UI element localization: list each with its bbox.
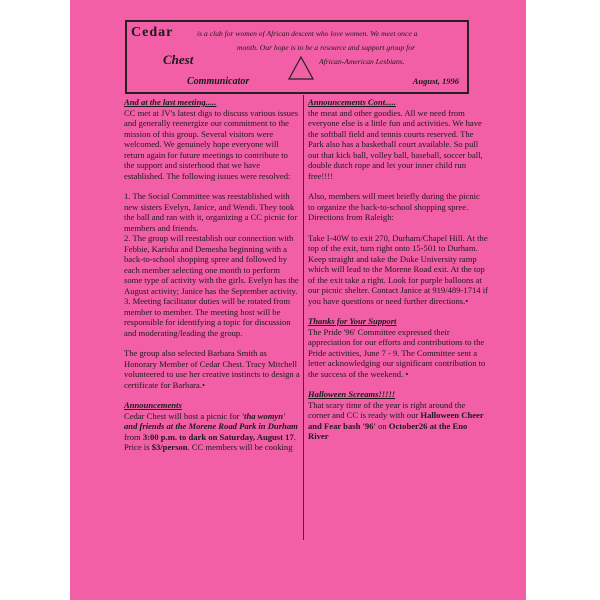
column-divider — [303, 95, 304, 540]
paragraph-picnic: Cedar Chest will host a picnic for 'tha womyn' and friends at the Morene Road Park in Durham from 3:00 p.m. to dark on Saturday, August 17. Price is $3/person. CC members will be cooking — [124, 410, 298, 452]
paragraph-halloween: That scary time of the year is right around the corner and CC is ready with our Halloween Cheer and Fear bash '96' on October26 at the Eno River — [308, 399, 484, 441]
paragraph-last-meeting: CC met at JV's latest digs to discuss various issues and generally reenergize our commitment to the mission of this group. Several visitors were welcomed. We genuinely hope everyone will return again for future meetings to contribute to the support and sisterhood that we have established. The following issues were resolved: — [124, 107, 299, 181]
paragraph-shopping-spree: Also, members will meet briefly during the picnic to organize the back-to-school shopping spree. Directions from Raleigh: — [308, 191, 480, 222]
triangle-icon — [287, 55, 315, 81]
heading-announcements-cont: Announcements Cont..... — [308, 97, 396, 107]
masthead-date: August, 1996 — [412, 76, 459, 86]
heading-last-meeting: And at the last meeting..... — [124, 97, 217, 107]
left-column — [124, 97, 300, 463]
paragraph-thanks: The Pride '96' Committee expressed their appreciation for our efforts and contributions to the Pride activities, June 7 - 9. The Committee sent a letter acknowledging our significant contribution to the success of the weekend. • — [308, 326, 486, 379]
newsletter-page — [70, 0, 526, 600]
paragraph-directions: Take I-40W to exit 270, Durham/Chapel Hill. At the top of the exit, turn right onto 15-501 to Durham. Keep straight and take the Duke University ramp which will lead to the Morene Road exit. At the top of the exit take a right. Look for purple balloons at our picnic shelter. Contact Janice at 919/489-1714 if you have questions or need further directions.• — [308, 232, 488, 306]
masthead-tagline-3: African-American Lesbians. — [319, 57, 405, 66]
masthead — [125, 20, 469, 94]
heading-announcements: Announcements — [124, 400, 182, 410]
resolved-item-3: 3. Meeting facilitator duties will be rotated from member to member. The meeting host will be responsible for identifying a topic for discussion and moderating/leading the group. — [124, 296, 291, 338]
masthead-chest: Chest — [163, 52, 194, 67]
masthead-tagline-1: is a club for women of African descent who love women. We meet once a — [197, 29, 418, 38]
resolved-item-2: 2. The group will reestablish our connection with Febbie, Karisha and Demesha beginning with a back-to-school shopping spree and followed by each member selecting one month to perform some type of activity with the girls. Evelyn has the August activity; Janice has the September activity. — [124, 233, 299, 296]
paragraph-honorary-member: The group also selected Barbara Smith as Honorary Member of Cedar Chest. Tracy Mitchell volunteered to use her creative instincts to design a certificate for Barbara.• — [124, 348, 300, 390]
masthead-communicator: Communicator — [187, 76, 250, 87]
heading-thanks: Thanks for Your Support — [308, 316, 397, 326]
masthead-cedar: Cedar — [131, 25, 174, 40]
heading-halloween: Halloween Screams!!!!! — [308, 389, 396, 399]
right-column — [308, 97, 488, 452]
masthead-tagline-2: month. Our hope is to be a resource and support group for — [237, 43, 416, 52]
resolved-item-1: 1. The Social Committee was reestablished with new sisters Evelyn, Janice, and Wendi. They took the ball and ran with it, organizing a CC picnic for members and friends. — [124, 191, 298, 233]
paragraph-picnic-cont: the meat and other goodies. All we need from everyone else is a little fun and activities. We have the softball field and tennis courts reserved. The Park also has a basketball court available. So pull out that kick ball, volley ball, baseball, soccer ball, double dutch rope and let your inner child run free!!!! — [308, 107, 483, 181]
